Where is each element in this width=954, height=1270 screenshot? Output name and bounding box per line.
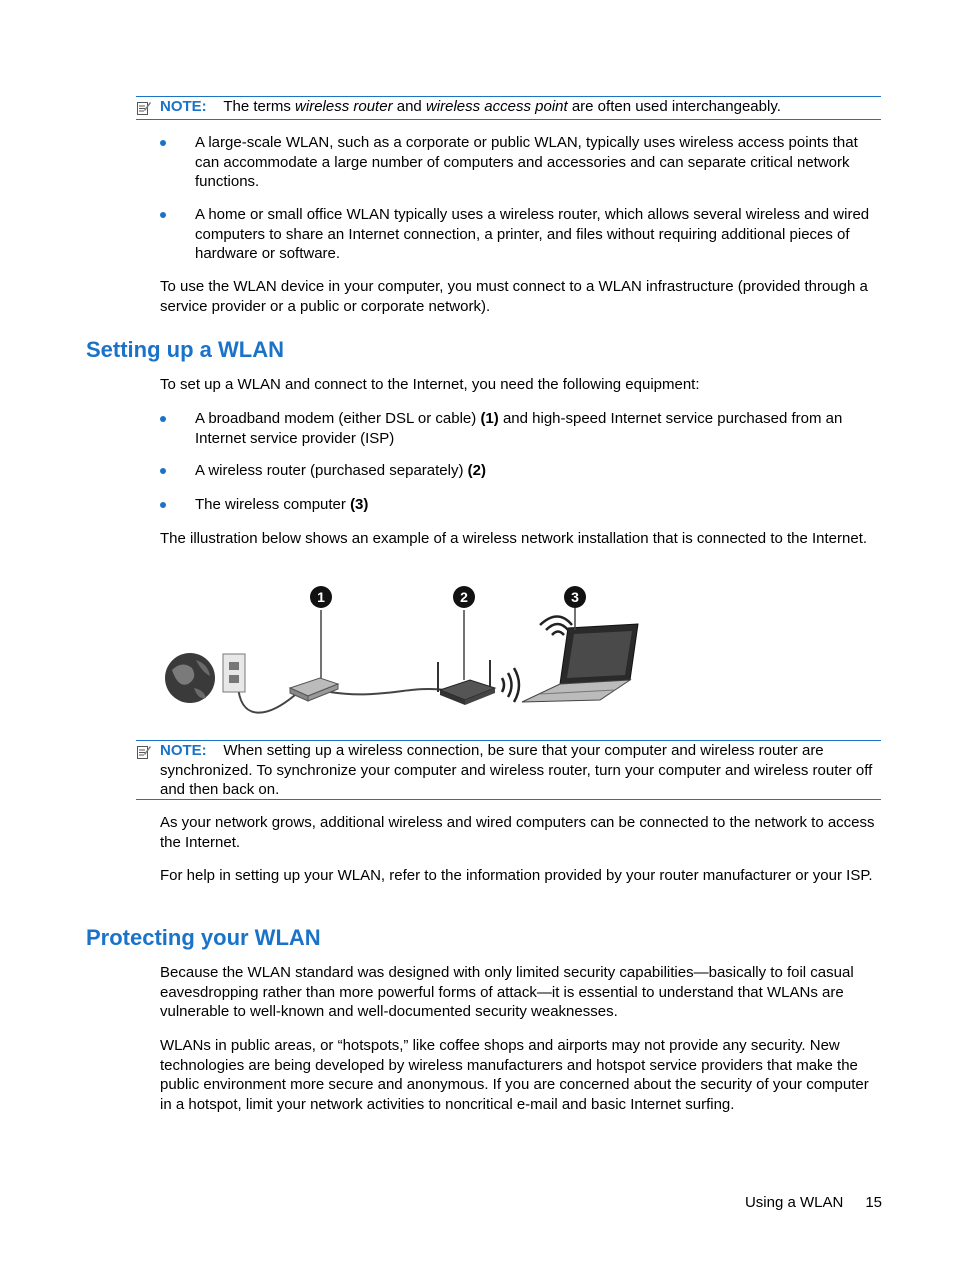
illustration-caption: The illustration below shows an example of a wireless network installation that is connected to the Internet. (160, 530, 868, 547)
bullet-text (195, 495, 882, 515)
bullet-dot (160, 212, 166, 218)
callout-ref: (1) (480, 410, 499, 427)
page-number: 15 (865, 1194, 882, 1211)
wlan-setup-illustration (160, 580, 650, 720)
callout-ref: (2) (467, 462, 486, 479)
term-wireless-access-point: wireless access point (425, 98, 568, 115)
note-box-sync (136, 740, 881, 800)
paragraph-network-grows: As your network grows, additional wireless and wired computers can be connected to the network to access the Internet. (160, 814, 875, 851)
callout-2 (453, 586, 475, 608)
bullet-text-main: A wireless router (purchased separately) (195, 462, 468, 479)
svg-text:3: 3 (571, 589, 579, 605)
callout-ref: (3) (350, 496, 369, 513)
svg-text:1: 1 (317, 589, 325, 605)
section-heading-setting-up: Setting up a WLAN (86, 337, 284, 362)
section-lead: To set up a WLAN and connect to the Internet, you need the following equipment: (160, 376, 700, 393)
laptop-icon (522, 624, 638, 702)
note-icon (136, 744, 152, 760)
note-text-mid: and (392, 98, 426, 115)
wall-jack-icon (223, 654, 245, 692)
bullet-text-main: The wireless computer (195, 496, 351, 513)
note-label: NOTE: (160, 98, 207, 115)
bullet-text-tail: and high-speed Internet service purchased from an Internet service provider (ISP) (195, 410, 843, 447)
note-label: NOTE: (160, 742, 207, 759)
bullet-text: A home or small office WLAN typically uses a wireless router, which allows several wireless and wired computers to share an Internet connection, a printer, and files without requiring additional pieces of hardware or software. (195, 206, 870, 262)
note-box-terms (136, 96, 881, 120)
bullet-dot (160, 502, 166, 508)
globe-icon (165, 653, 215, 703)
note-text: When setting up a wireless connection, be sure that your computer and wireless router are synchronized. To synchronize your computer and wireless router, turn your computer and wireless router off and then back on. (160, 742, 873, 798)
paragraph-help: For help in setting up your WLAN, refer to the information provided by your router manufacturer or your ISP. (160, 867, 873, 884)
bullet-dot (160, 468, 166, 474)
bullet-text (195, 409, 882, 448)
bullet-dot (160, 416, 166, 422)
bullet-text-main: A broadband modem (either DSL or cable) (195, 410, 481, 427)
callout-3 (564, 586, 586, 608)
term-wireless-router: wireless router (295, 98, 393, 115)
router-icon (438, 660, 495, 705)
svg-text:2: 2 (460, 589, 468, 605)
note-text: The terms (223, 98, 296, 115)
paragraph-hotspots: WLANs in public areas, or “hotspots,” like coffee shops and airports may not provide any security. New technologies are being developed by wireless manufacturers and hotspot service providers that make the public environment more secure and anonymous. If you are concerned about the security of your computer in a hotspot, limit your network activities to noncritical e-mail and basic Internet surfing. (160, 1037, 869, 1113)
footer-section: Using a WLAN (744, 1194, 844, 1211)
section-heading-protecting: Protecting your WLAN (86, 925, 321, 950)
note-icon (136, 100, 152, 116)
paragraph-security: Because the WLAN standard was designed with only limited security capabilities—basically to foil casual eavesdropping rather than more powerful forms of attack—it is essential to understand that WLANs are vulnerable to well-known and well-documented security weaknesses. (160, 964, 854, 1020)
wireless-signal-icon (502, 668, 519, 702)
note-text-end: are often used interchangeably. (567, 98, 781, 115)
page-footer (723, 1193, 882, 1213)
bullet-text: A large-scale WLAN, such as a corporate or public WLAN, typically uses wireless access points that can accommodate a large number of computers and accessories and can separate critical network functions. (195, 134, 858, 190)
bullet-text (195, 461, 882, 481)
modem-icon (290, 678, 338, 701)
intro-paragraph: To use the WLAN device in your computer, you must connect to a WLAN infrastructure (provided through a service provider or a public or corporate network). (160, 278, 868, 315)
bullet-dot (160, 140, 166, 146)
callout-1 (310, 586, 332, 608)
